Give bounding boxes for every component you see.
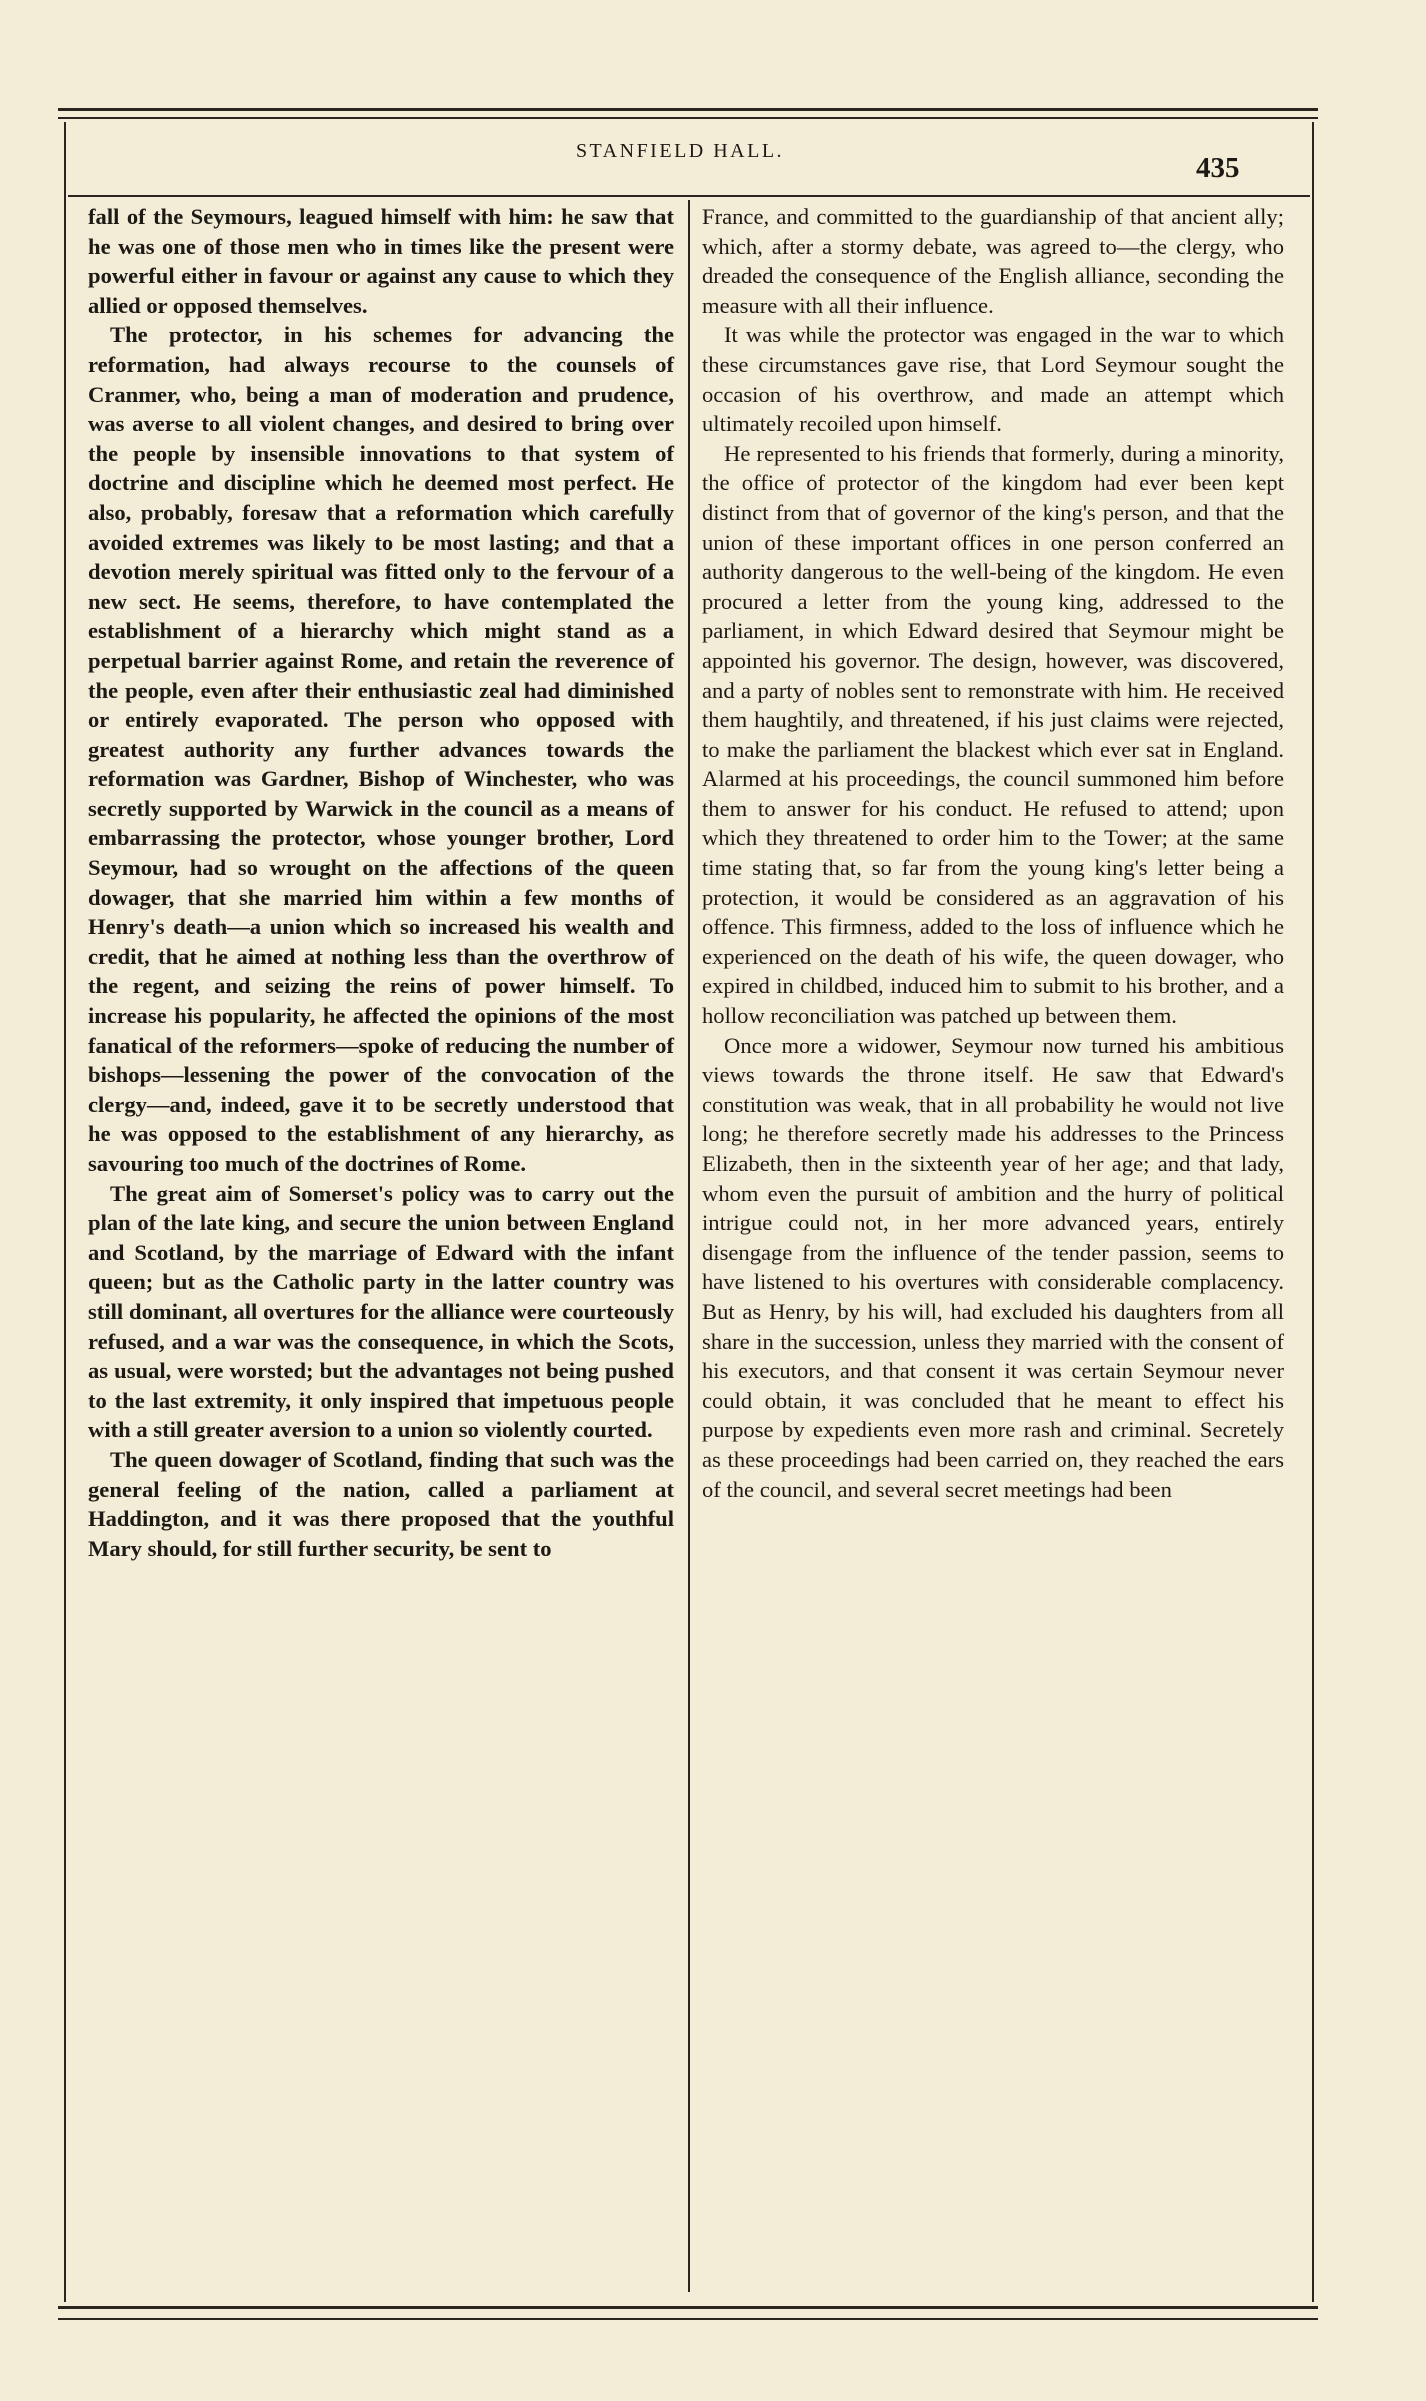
right-paragraph-3: He represented to his friends that formerly, during a minority, the office of protector of the kingdom had ever been kept distinct from that of governor of the king's person, and that the union of these important offices in one person conferred an authority dangerous to the well-being of the kingdom. He even procured a letter from the young king, addressed to the parliament, in which Edward desired that Seymour might be appointed his governor. The design, however, was discovered, and a party of nobles sent to remonstrate with him. He received them haughtily, and threatened, if his just claims were rejected, to make the parliament the blackest which ever sat in England. Alarmed at his proceedings, the council summoned him before them to answer for his conduct. He refused to attend; upon which they threatened to order him to the Tower; at the same time stating that, so far from the young king's letter being a protection, it would be considered as an aggravation of his offence. This firmness, added to the loss of influence which he experienced on the death of his wife, the queen dowager, who expired in childbed, induced him to submit to his brother, and a hollow reconciliation was patched up between them. bbox=[702, 440, 1284, 1029]
left-paragraph-3: The great aim of Somerset's policy was to carry out the plan of the late king, and secure the union between England and Scotland, by the marriage of Edward with the infant queen; but as the Catholic party in the latter country was still dominant, all overtures for the alliance were courteously refused, and a war was the consequence, in which the Scots, as usual, were worsted; but the advantages not being pushed to the last extremity, it only inspired that impetuous people with a still greater aversion to a union so violently courted. bbox=[88, 1180, 674, 1443]
bottom-double-rule-upper bbox=[58, 2306, 1318, 2309]
top-double-rule-upper bbox=[58, 108, 1318, 111]
page-frame-right bbox=[1312, 122, 1314, 2302]
running-title: STANFIELD HALL. bbox=[575, 140, 785, 162]
right-paragraph-4: Once more a widower, Seymour now turned his ambitious views towards the throne itself. He saw that Edward's constitution was weak, that in all probability he would not live long; he therefore secretly made his addresses to the Princess Elizabeth, then in the sixteenth year of her age; and that lady, whom even the pursuit of ambition and the hurry of political intrigue could not, in her more advanced years, entirely disengage from the influence of the tender passion, seems to have listened to his overtures with considerable complacency. But as Henry, by his will, had excluded his daughters from all share in the succession, unless they married with the consent of his executors, and that consent it was certain Seymour never could obtain, it was concluded that he meant to effect his purpose by expedients even more rash and criminal. Secretely as these proceedings had been carried on, they reached the ears of the council, and several secret meetings had been bbox=[702, 1032, 1284, 1502]
header-rule bbox=[68, 195, 1310, 197]
right-paragraph-2: It was while the protector was engaged in the war to which these circumstances gave rise, that Lord Seymour sought the occasion of his overthrow, and made an attempt which ultimately recoiled upon himself. bbox=[702, 322, 1284, 437]
page-frame-left bbox=[64, 122, 66, 2302]
bottom-double-rule-lower bbox=[58, 2318, 1318, 2320]
left-column bbox=[88, 202, 674, 1563]
left-paragraph-4: The queen dowager of Scotland, finding that such was the general feeling of the nation, called a parliament at Haddington, and it was there proposed that the youthful Mary should, for still further security, be sent to bbox=[88, 1446, 674, 1561]
right-column bbox=[702, 202, 1284, 1504]
top-double-rule-lower bbox=[58, 117, 1318, 119]
right-paragraph-1: France, and committed to the guardianship of that ancient ally; which, after a stormy debate, was agreed to—the clergy, who dreaded the consequence of the English alliance, seconding the measure with all their influence. bbox=[702, 204, 1284, 318]
page-number: 435 bbox=[1196, 152, 1240, 184]
column-divider bbox=[688, 200, 690, 2292]
left-paragraph-2: The protector, in his schemes for advancing the reformation, had always recourse to the counsels of Cranmer, who, being a man of moderation and prudence, was averse to all violent changes, and desired to bring over the people by insensible innovations to that system of doctrine and discipline which he deemed most perfect. He also, probably, foresaw that a reformation which carefully avoided extremes was likely to be most lasting; and that a devotion merely spiritual was fitted only to the fervour of a new sect. He seems, therefore, to have contemplated the establishment of a hierarchy which might stand as a perpetual barrier against Rome, and retain the reverence of the people, even after their enthusiastic zeal had diminished or entirely evaporated. The person who opposed with greatest authority any further advances towards the reformation was Gardner, Bishop of Winchester, who was secretly supported by Warwick in the council as a means of embarrassing the protector, whose younger brother, Lord Seymour, had so wrought on the affections of the queen dowager, that she married him within a few months of Henry's death—a union which so increased his wealth and credit, that he aimed at nothing less than the overthrow of the regent, and seizing the reins of power himself. To increase his popularity, he affected the opinions of the most fanatical of the reformers—spoke of reducing the number of bishops—lessening the power of the convocation of the clergy—and, indeed, gave it to be secretly understood that he was opposed to the establishment of any hierarchy, as savouring too much of the doctrines of Rome. bbox=[88, 322, 674, 1176]
left-paragraph-1: fall of the Seymours, leagued himself with him: he saw that he was one of those men who in times like the present were powerful either in favour or against any cause to which they allied or opposed themselves. bbox=[88, 204, 674, 318]
